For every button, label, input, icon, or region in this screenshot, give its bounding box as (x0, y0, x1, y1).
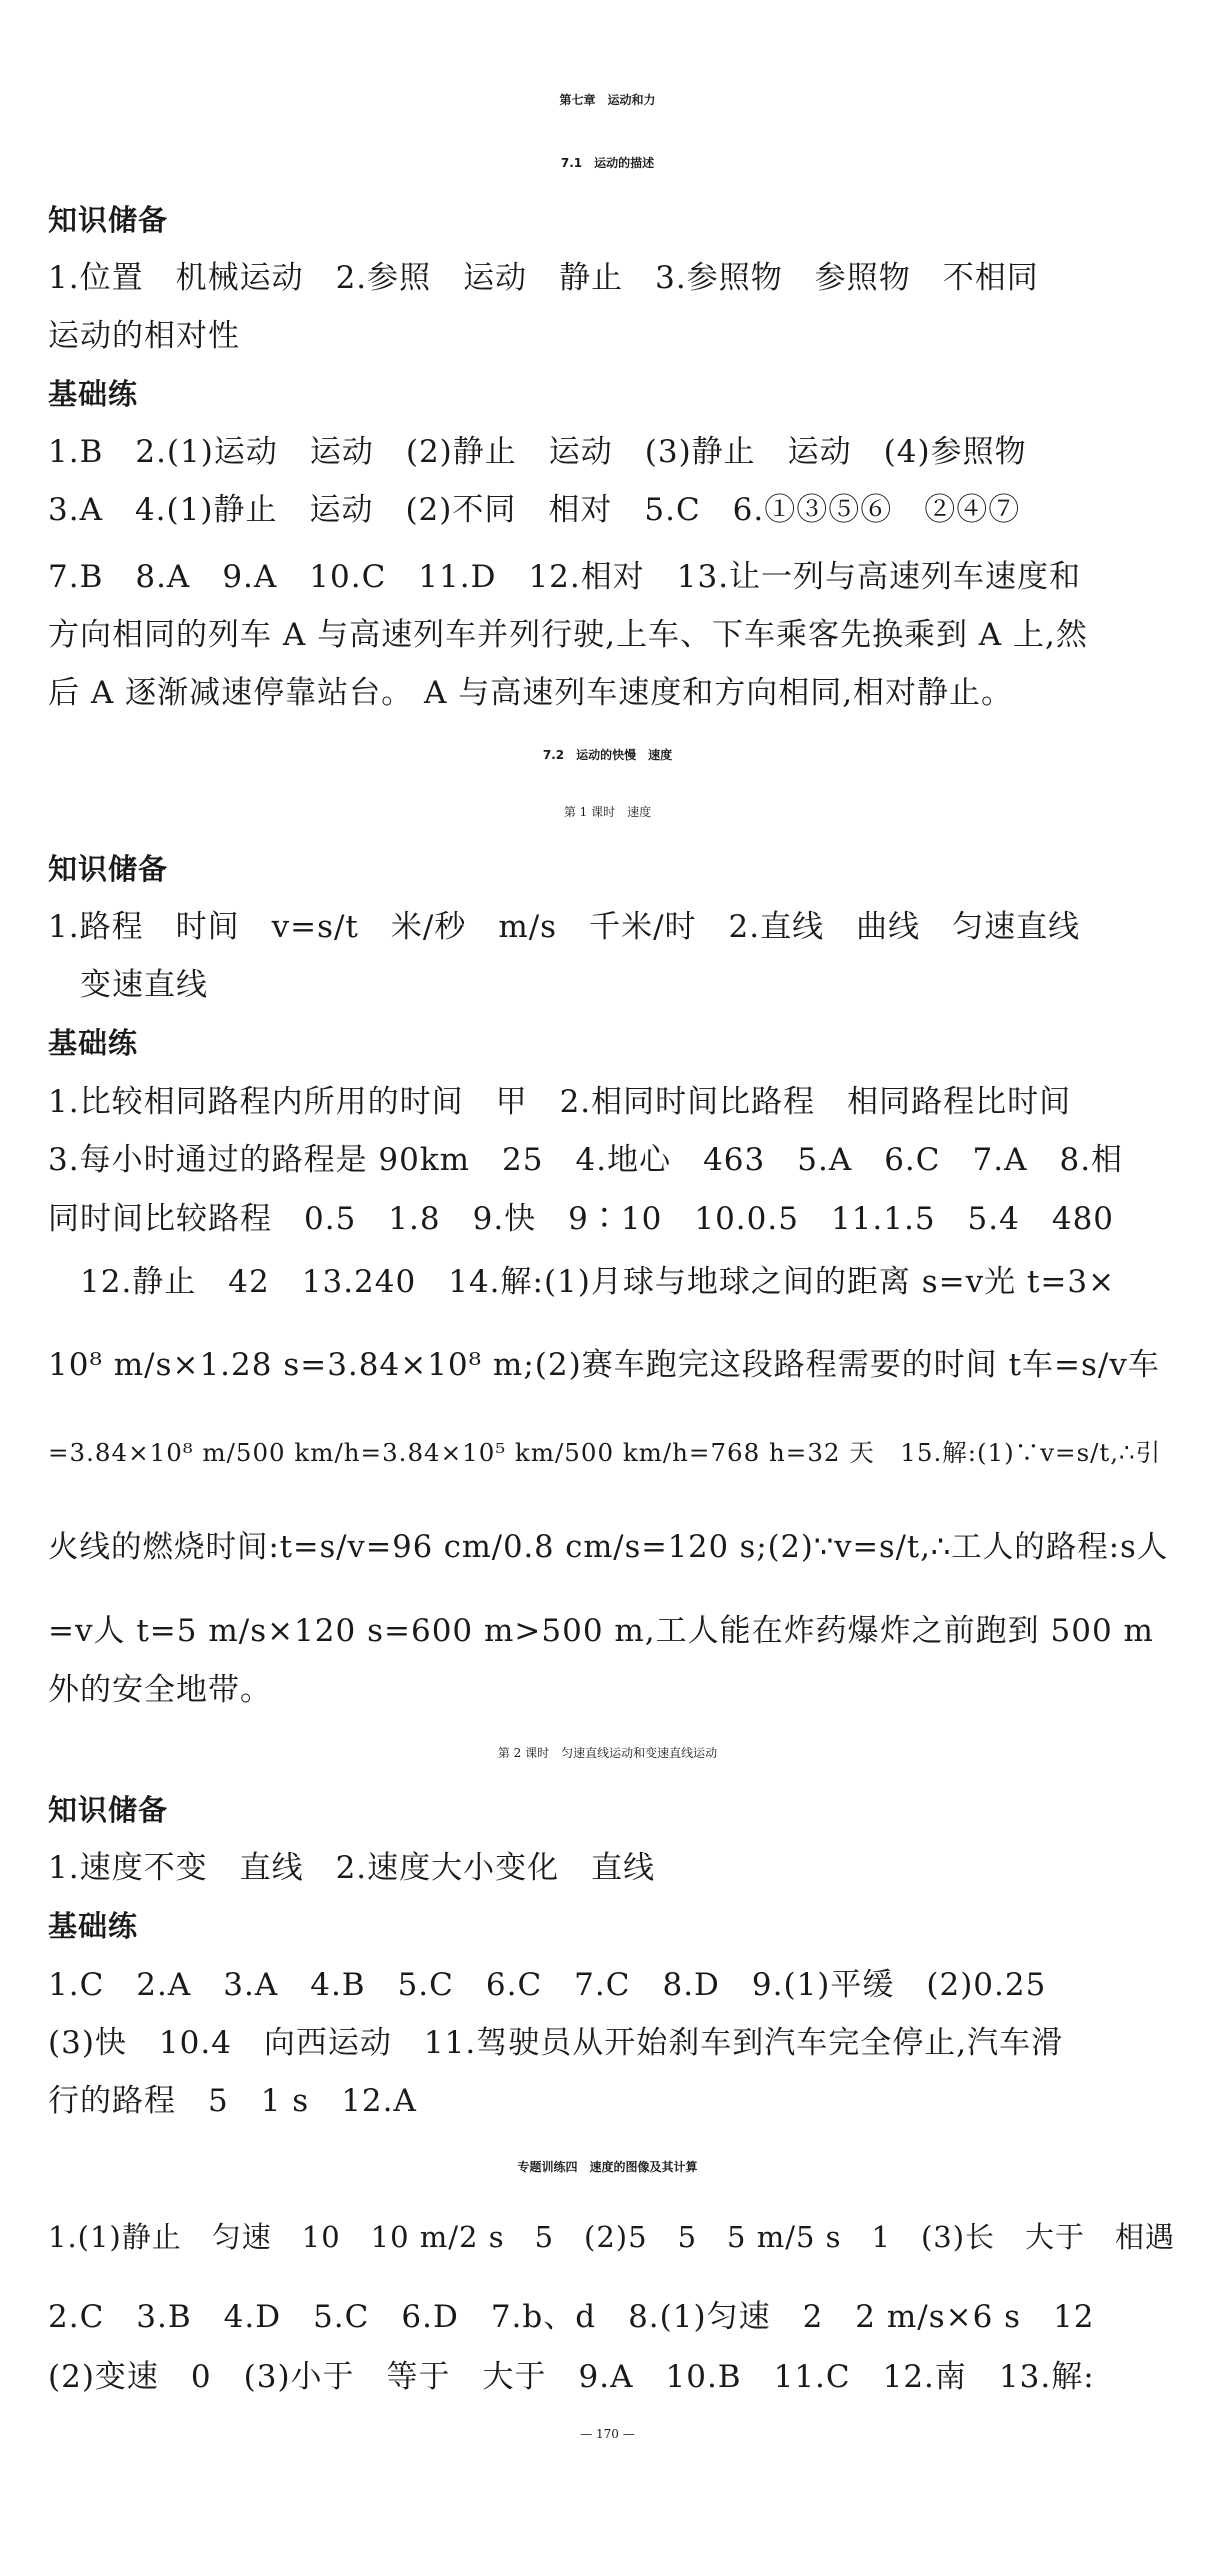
knowledge-label: 知识储备 (48, 852, 169, 886)
basic-practice-label: 基础练 (48, 1026, 139, 1060)
answer-line: (2)变速 0 (3)小于 等于 大于 9.A 10.B 11.C 12.南 13.解: (48, 2359, 1095, 2395)
answer-line: 3.每小时通过的路程是 90km 25 4.地心 463 5.A 6.C 7.A 8.相 (48, 1142, 1124, 1178)
section-title-7-2: 7.2 运动的快慢 速度 (542, 748, 673, 762)
answer-line: 12.静止 42 13.240 14.解:(1)月球与地球之间的距离 s=v光 t=3× (80, 1264, 1116, 1300)
knowledge-label: 知识储备 (48, 203, 169, 237)
answer-line: 同时间比较路程 0.5 1.8 9.快 9∶10 10.0.5 11.1.5 5.4 480 (48, 1201, 1115, 1237)
answer-line: (3)快 10.4 向西运动 11.驾驶员从开始刹车到汽车完全停止,汽车滑 (48, 2025, 1064, 2061)
answer-line: 1.路程 时间 v=s/t 米/秒 m/s 千米/时 2.直线 曲线 匀速直线 (48, 909, 1081, 945)
answer-line: =v人 t=5 m/s×120 s=600 m>500 m,工人能在炸药爆炸之前跑到 500 m (48, 1613, 1154, 1649)
answer-line: 后 A 逐渐减速停靠站台。 A 与高速列车速度和方向相同,相对静止。 (48, 675, 1014, 711)
answer-line: 运动的相对性 (48, 318, 240, 354)
knowledge-label: 知识储备 (48, 1793, 169, 1827)
section-title-7-1: 7.1 运动的描述 (560, 156, 655, 170)
answer-line: =3.84×10⁸ m/500 km/h=3.84×10⁵ km/500 km/h=768 h=32 天 15.解:(1)∵v=s/t,∴引 (48, 1438, 1162, 1467)
answer-line: 1.C 2.A 3.A 4.B 5.C 6.C 7.C 8.D 9.(1)平缓 (2)0.25 (48, 1967, 1047, 2003)
answer-line: 2.C 3.B 4.D 5.C 6.D 7.b、d 8.(1)匀速 2 2 m/s×6 s 12 (48, 2299, 1095, 2335)
answer-line: 3.A 4.(1)静止 运动 (2)不同 相对 5.C 6.①③⑤⑥ ②④⑦ (48, 492, 1021, 528)
answer-line: 1.B 2.(1)运动 运动 (2)静止 运动 (3)静止 运动 (4)参照物 (48, 434, 1027, 470)
answer-line: 1.比较相同路程内所用的时间 甲 2.相同时间比路程 相同路程比时间 (48, 1084, 1072, 1120)
basic-practice-label: 基础练 (48, 377, 139, 411)
lesson-title: 第 2 课时 匀速直线运动和变速直线运动 (497, 1746, 718, 1760)
answer-line: 1.速度不变 直线 2.速度大小变化 直线 (48, 1850, 656, 1886)
page-number: — 170 — (580, 2427, 635, 2441)
answer-line: 7.B 8.A 9.A 10.C 11.D 12.相对 13.让一列与高速列车速度和 (48, 559, 1082, 595)
answer-line: 变速直线 (80, 967, 208, 1003)
special-training-title: 专题训练四 速度的图像及其计算 (517, 2160, 698, 2174)
answer-line: 1.(1)静止 匀速 10 10 m/2 s 5 (2)5 5 5 m/5 s 1 (3)长 大于 相遇 (48, 2220, 1176, 2254)
answer-line: 方向相同的列车 A 与高速列车并列行驶,上车、下车乘客先换乘到 A 上,然 (48, 617, 1088, 653)
answer-line: 行的路程 5 1 s 12.A (48, 2083, 417, 2119)
lesson-title: 第 1 课时 速度 (563, 805, 652, 819)
answer-line: 10⁸ m/s×1.28 s=3.84×10⁸ m;(2)赛车跑完这段路程需要的时间 t车=s/v车 (48, 1347, 1160, 1383)
answer-line: 火线的燃烧时间:t=s/v=96 cm/0.8 cm/s=120 s;(2)∵v=s/t,∴工人的路程:s人 (48, 1530, 1169, 1565)
chapter-title: 第七章 运动和力 (559, 93, 656, 107)
answer-line: 1.位置 机械运动 2.参照 运动 静止 3.参照物 参照物 不相同 (48, 260, 1039, 296)
answer-line: 外的安全地带。 (48, 1672, 272, 1708)
basic-practice-label: 基础练 (48, 1909, 139, 1943)
